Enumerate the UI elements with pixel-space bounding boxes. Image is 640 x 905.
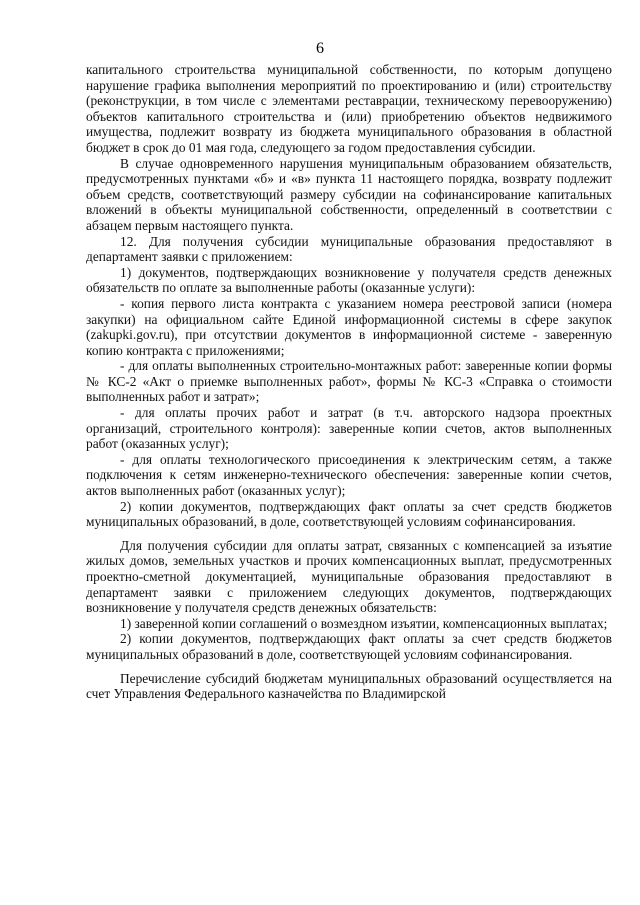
document-body bbox=[86, 62, 612, 702]
paragraph-7: - для оплаты прочих работ и затрат (в т.ч. авторского надзора проектных организаций, строительного контроля): заверенные копии счетов, актов выполненных работ (оказанных услуг); bbox=[86, 405, 612, 452]
paragraph-10: Для получения субсидии для оплаты затрат, связанных с компенсацией за изъятие жилых домов, земельных участков и прочих компенсационных выплат, предусмотренных проектно-сметной документацией, муниципальные образования предоставляют в департамент заявки с приложением следующих документов, подтверждающих возникновение у получателя средств денежных обязательств: bbox=[86, 537, 612, 616]
paragraph-9: 2) копии документов, подтверждающих факт оплаты за счет средств бюджетов муниципальных образований, в доле, соответствующей условиям софинансирования. bbox=[86, 498, 612, 530]
paragraph-6: - для оплаты выполненных строительно-монтажных работ: заверенные копии формы № КС-2 «Акт о приемке выполненных работ», формы № КС-3 «Справка о стоимости выполненных работ и затрат»; bbox=[86, 358, 612, 405]
page-number: 6 bbox=[316, 40, 324, 57]
paragraph-1: капитального строительства муниципальной собственности, по которым допущено нарушение графика выполнения мероприятий по проектированию и (или) строительству (реконструкции, в том числе с элементами реставрации, техническому перевооружению) объектов капитального строительства и (или) приобретению объектов недвижимого имущества, подлежит возврату из бюджета муниципального образования в областной бюджет в срок до 01 мая года, следующего за годом предоставления субсидии. bbox=[86, 62, 612, 155]
paragraph-3: 12. Для получения субсидии муниципальные образования предоставляют в департамент заявки с приложением: bbox=[86, 233, 612, 265]
paragraph-5: - копия первого листа контракта с указанием номера реестровой записи (номера закупки) на официальном сайте Единой информационной системы в сфере закупок (zakupki.gov.ru), при отсутствии документов в информационной системе - заверенную копию контракта с приложениями; bbox=[86, 295, 612, 358]
paragraph-4: 1) документов, подтверждающих возникновение у получателя средств денежных обязательств по оплате за выполненные работы (оказанные услуги): bbox=[86, 264, 612, 296]
paragraph-13: Перечисление субсидий бюджетам муниципальных образований осуществляется на счет Управления Федерального казначейства по Владимирской bbox=[86, 670, 612, 702]
paragraph-12: 2) копии документов, подтверждающих факт оплаты за счет средств бюджетов муниципальных образований в доле, соответствующей условиям софинансирования. bbox=[86, 631, 612, 662]
paragraph-11: 1) заверенной копии соглашений о возмездном изъятии, компенсационных выплатах; bbox=[120, 615, 608, 631]
paragraph-2: В случае одновременного нарушения муниципальным образованием обязательств, предусмотренных пунктами «б» и «в» пункта 11 настоящего порядка, возврату подлежит объем средств, соответствующий размеру субсидии на софинансирование капитальных вложений в объекты муниципальной собственности, определенный в соответствии с абзацем первым настоящего пункта. bbox=[86, 155, 612, 233]
paragraph-8: - для оплаты технологического присоединения к электрическим сетям, а также подключения к сетям инженерно-технического обеспечения: заверенные копии счетов, актов выполненных работ (оказанных услуг); bbox=[86, 451, 612, 499]
